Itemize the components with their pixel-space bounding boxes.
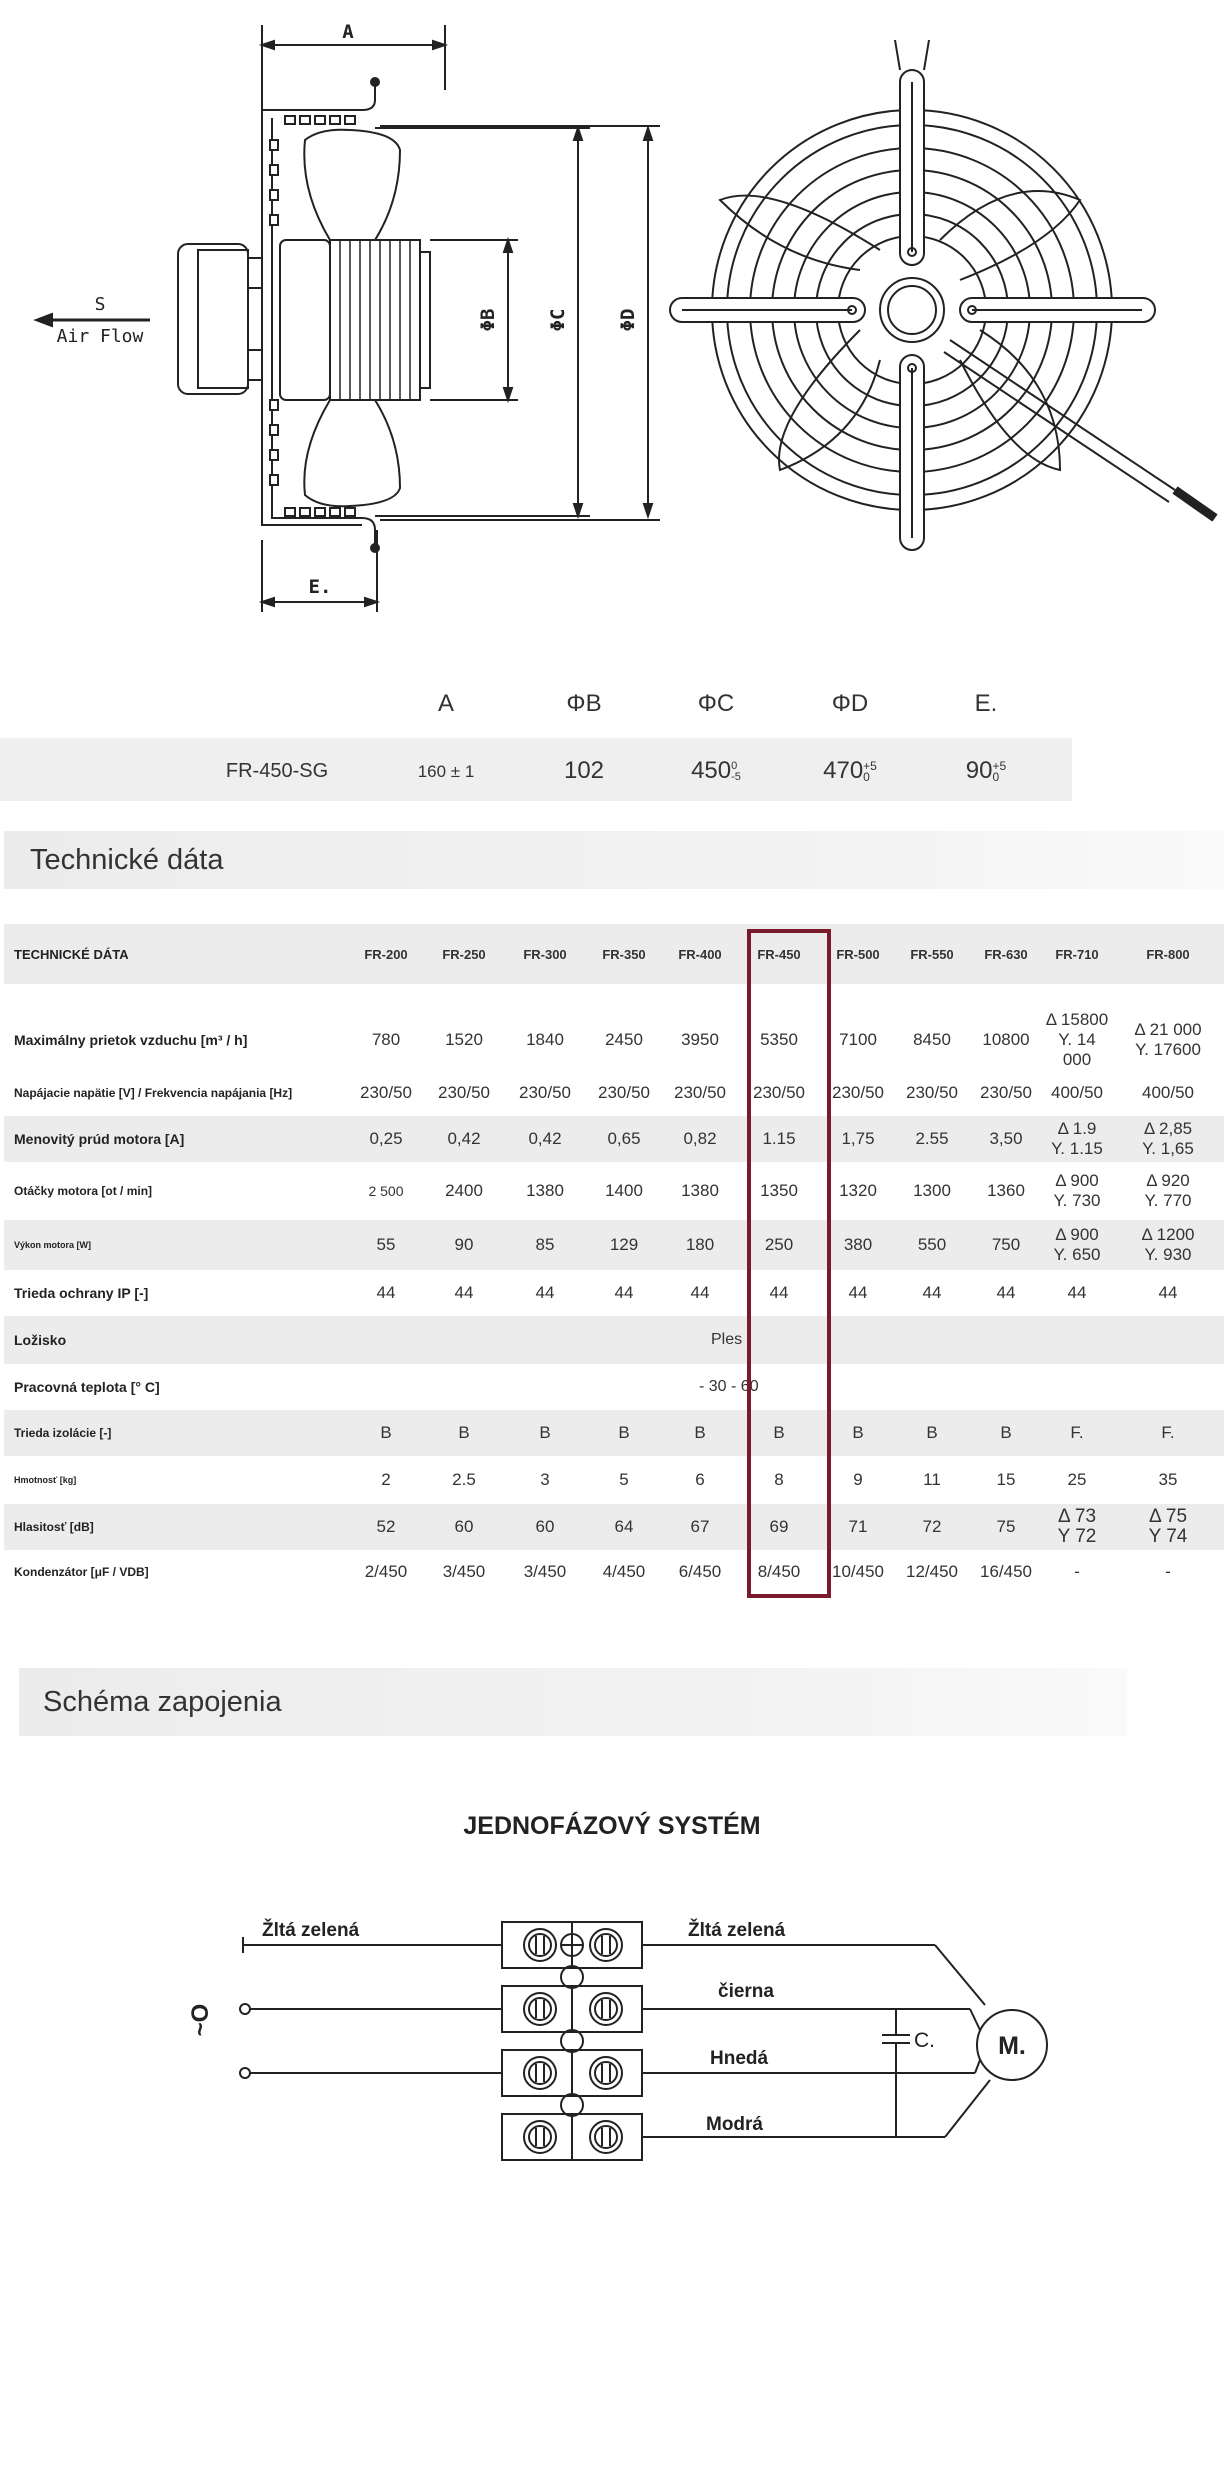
dim-value-e [926, 757, 1046, 785]
cell-fr-450: 1.15 [736, 1116, 822, 1162]
cell-line: Δ 900 [1055, 1225, 1099, 1244]
cell-fr-300: 1380 [526, 1181, 564, 1200]
model-header-fr-350: FR-350 [584, 924, 664, 984]
cell-line: Y. 770 [1144, 1191, 1192, 1210]
cell-fr-250: B [422, 1410, 506, 1456]
table-row [4, 1456, 1224, 1504]
wire-black-label: čierna [718, 1981, 774, 2002]
cell-fr-250: 1520 [445, 1030, 483, 1049]
cell-fr-200: 0,25 [350, 1116, 422, 1162]
cell-fr-550: 230/50 [906, 1083, 958, 1102]
cell-line: Y 72 [1057, 1526, 1097, 1547]
model-header-fr-400: FR-400 [664, 924, 736, 984]
cell-fr-300: 1840 [526, 1030, 564, 1049]
cell-fr-350: 5 [619, 1470, 629, 1489]
cell-fr-630: 75 [970, 1504, 1042, 1550]
cell-line: Y. 1,65 [1142, 1139, 1194, 1158]
cell-line: Δ 900 [1055, 1171, 1099, 1190]
cell-line: Δ 2,85 [1143, 1119, 1193, 1138]
dim-header-d: ΦD [831, 690, 869, 717]
cell-line: Y 74 [1148, 1526, 1188, 1547]
cell-fr-200: 230/50 [360, 1083, 412, 1102]
table-row [4, 1364, 1224, 1410]
airflow-s-label: S [94, 294, 106, 315]
cell-fr-500: 44 [848, 1283, 868, 1302]
dim-d-label: ΦD [617, 308, 639, 332]
dim-c-main: 450 [691, 757, 732, 784]
cell-line: Y. 650 [1053, 1245, 1101, 1264]
cell-fr-500: 7100 [839, 1030, 877, 1049]
cell-fr-250: 2400 [445, 1181, 483, 1200]
cell-fr-800: 44 [1158, 1283, 1178, 1302]
cell-fr-400: 44 [690, 1283, 710, 1302]
cell-fr-710 [1042, 1220, 1112, 1270]
cell-fr-630: 44 [996, 1283, 1016, 1302]
cell-line: Δ 1.9 [1057, 1119, 1097, 1138]
motor-label: M. [998, 2032, 1026, 2060]
cell-line: Y. 930 [1144, 1245, 1192, 1264]
cell-fr-400: 3950 [681, 1030, 719, 1049]
wiring-section-header [19, 1668, 1127, 1736]
cell-fr-550: 11 [923, 1470, 941, 1489]
table-row [4, 1070, 1224, 1116]
cell-fr-800 [1112, 1220, 1224, 1270]
model-header-fr-200: FR-200 [350, 924, 422, 984]
dim-header-e: E. [974, 690, 998, 717]
cell-line: Δ 73 [1057, 1506, 1097, 1527]
dim-value-a: 160 ± 1 [417, 762, 475, 781]
cell-fr-500: B [822, 1410, 894, 1456]
model-header-fr-500: FR-500 [822, 924, 894, 984]
cell-fr-200: 2 500 [368, 1183, 404, 1199]
model-header-fr-550: FR-550 [894, 924, 970, 984]
dim-e-tol-top: +5 [992, 758, 1007, 773]
table-row [4, 1116, 1224, 1162]
row-label: Hlasitosť [dB] [4, 1504, 350, 1550]
dim-e-label: E. [308, 576, 332, 598]
cell-fr-500: 380 [822, 1220, 894, 1270]
cell-fr-450: B [736, 1410, 822, 1456]
cell-fr-630: 16/450 [980, 1562, 1032, 1581]
cell-fr-450: 5350 [760, 1030, 798, 1049]
cell-line: Y. 1.15 [1051, 1139, 1103, 1158]
row-label: Napájacie napätie [V] / Frekvencia napájania [Hz] [14, 1086, 293, 1100]
cell-fr-450: 8 [774, 1470, 784, 1489]
technical-data-table [4, 924, 1224, 1594]
cell-fr-800: 400/50 [1142, 1083, 1194, 1102]
dim-d-tol-top: +5 [863, 758, 877, 773]
cell-fr-800 [1112, 1010, 1224, 1070]
cell-fr-710: F. [1042, 1410, 1112, 1456]
cell-fr-200: 2/450 [364, 1562, 408, 1581]
cell-line: Δ 21 000 [1134, 1020, 1202, 1039]
model-header-fr-250: FR-250 [422, 924, 506, 984]
capacitor-label: C. [914, 2029, 935, 2052]
cell-fr-800 [1112, 1162, 1224, 1220]
merged-cell: - 30 - 60 [699, 1378, 759, 1395]
merged-cell: Ples [350, 1316, 1224, 1364]
cell-fr-450: 44 [769, 1283, 789, 1302]
cell-fr-450: 69 [736, 1504, 822, 1550]
table-row [4, 1504, 1224, 1550]
dim-value-b: 102 [563, 757, 605, 784]
cell-fr-250: 60 [422, 1504, 506, 1550]
cell-fr-630: 15 [996, 1470, 1016, 1489]
dim-e-tol-bottom: 0 [992, 769, 1000, 784]
cell-fr-250: 3/450 [442, 1562, 486, 1581]
model-header-fr-630: FR-630 [970, 924, 1042, 984]
cell-fr-550: 550 [894, 1220, 970, 1270]
cell-fr-800 [1112, 1116, 1224, 1162]
cell-fr-400: 1380 [681, 1181, 719, 1200]
cell-fr-550: 12/450 [906, 1562, 958, 1581]
cell-fr-800: 35 [1158, 1470, 1178, 1489]
cell-line: Δ 75 [1148, 1506, 1188, 1527]
cell-fr-200: B [350, 1410, 422, 1456]
cell-fr-710 [1042, 1116, 1112, 1162]
cell-fr-350: 129 [584, 1220, 664, 1270]
cell-fr-300: 85 [506, 1220, 584, 1270]
cell-fr-710 [1042, 1162, 1112, 1220]
cell-fr-710: - [1074, 1562, 1080, 1581]
wiring-diagram [0, 1880, 1224, 2180]
wire-left-ground-label: Žltá zelená [262, 1920, 360, 1941]
cell-fr-350: B [584, 1410, 664, 1456]
cell-fr-200: 2 [381, 1470, 391, 1489]
wiring-title: JEDNOFÁZOVÝ SYSTÉM [463, 1812, 761, 1840]
table-row [4, 1550, 1224, 1594]
cell-fr-550: 72 [894, 1504, 970, 1550]
cell-fr-500: 1320 [839, 1181, 877, 1200]
cell-fr-450: 250 [736, 1220, 822, 1270]
cell-fr-450: 230/50 [753, 1083, 805, 1102]
cell-fr-400: B [664, 1410, 736, 1456]
table-row [4, 1316, 1224, 1364]
cell-line: Y. 730 [1053, 1191, 1101, 1210]
cell-fr-500: 10/450 [832, 1562, 884, 1581]
cell-fr-710 [1042, 1010, 1112, 1070]
cell-line: Δ 15800 [1045, 1010, 1109, 1029]
cell-fr-250: 44 [454, 1283, 474, 1302]
cell-fr-200: 780 [371, 1030, 401, 1049]
cell-fr-550: B [894, 1410, 970, 1456]
cell-fr-630: 230/50 [980, 1083, 1032, 1102]
cell-fr-350: 0,65 [584, 1116, 664, 1162]
model-header-fr-300: FR-300 [506, 924, 584, 984]
wire-brown-label: Hnedá [710, 2048, 769, 2069]
table-header-label: TECHNICKÉ DÁTA [4, 924, 350, 984]
cell-fr-300: 230/50 [519, 1083, 571, 1102]
cell-fr-300: 60 [506, 1504, 584, 1550]
cell-line: Δ 1200 [1141, 1225, 1195, 1244]
row-label: Maximálny prietok vzduchu [m³ / h] [14, 1032, 248, 1048]
dim-header-c: ΦC [697, 690, 735, 717]
model-header-fr-800: FR-800 [1112, 924, 1224, 984]
dim-value-d [790, 757, 910, 785]
cell-fr-300: 3/450 [523, 1562, 567, 1581]
wiring-section-title: Schéma zapojenia [43, 1686, 282, 1718]
cell-fr-250: 2.5 [452, 1470, 476, 1489]
table-row [4, 1220, 1224, 1270]
cell-fr-550: 44 [922, 1283, 942, 1302]
dim-a-label: A [342, 21, 354, 43]
row-label: Ložisko [4, 1316, 350, 1364]
table-header-row [4, 924, 1224, 984]
row-label: Trieda ochrany IP [-] [14, 1285, 149, 1301]
table-row [4, 1010, 1224, 1070]
cell-fr-630: 10800 [982, 1030, 1030, 1049]
cell-line: Y. 14 000 [1058, 1030, 1096, 1069]
cell-fr-250: 90 [422, 1220, 506, 1270]
table-row [4, 1270, 1224, 1316]
cell-fr-500: 9 [853, 1470, 863, 1489]
cell-fr-710: 400/50 [1051, 1083, 1103, 1102]
cell-line: Y. 17600 [1135, 1040, 1201, 1059]
cell-fr-350: 4/450 [602, 1562, 646, 1581]
row-label: Hmotnosť [kg] [14, 1475, 77, 1485]
dim-model: FR-450-SG [225, 760, 329, 782]
cell-fr-500: 71 [822, 1504, 894, 1550]
dim-c-tol-top: 0 [731, 759, 738, 772]
row-label: Menovitý prúd motora [A] [4, 1116, 350, 1162]
cell-fr-710 [1042, 1504, 1112, 1550]
table-row [4, 1410, 1224, 1456]
model-header-fr-710: FR-710 [1042, 924, 1112, 984]
row-label: Kondenzátor [μF / VDB] [14, 1565, 149, 1579]
row-label: Trieda izolácie [-] [4, 1410, 350, 1456]
cell-fr-250: 0,42 [422, 1116, 506, 1162]
tech-section-title: Technické dáta [30, 844, 224, 876]
fan-technical-drawing [0, 0, 1224, 630]
cell-fr-800: F. [1112, 1410, 1224, 1456]
cell-fr-400: 180 [664, 1220, 736, 1270]
cell-fr-450: 8/450 [757, 1562, 801, 1581]
dim-value-c [656, 757, 776, 785]
model-header-fr-450: FR-450 [736, 924, 822, 984]
row-label: Výkon motora [W] [4, 1220, 350, 1270]
dim-d-tol-bottom: 0 [863, 769, 870, 784]
wire-blue-label: Modrá [706, 2114, 763, 2135]
cell-fr-400: 230/50 [674, 1083, 726, 1102]
cell-fr-630: 1360 [987, 1181, 1025, 1200]
cell-fr-350: 44 [614, 1283, 634, 1302]
cell-fr-400: 6/450 [678, 1562, 722, 1581]
cell-fr-300: 3 [540, 1470, 550, 1489]
cell-fr-400: 0,82 [664, 1116, 736, 1162]
cell-fr-300: B [506, 1410, 584, 1456]
cell-fr-710: 25 [1067, 1470, 1087, 1489]
cell-fr-350: 64 [584, 1504, 664, 1550]
cell-fr-300: 44 [535, 1283, 555, 1302]
cell-fr-350: 1400 [605, 1181, 643, 1200]
cell-fr-350: 2450 [605, 1030, 643, 1049]
cell-fr-500: 1,75 [822, 1116, 894, 1162]
dim-c-tol-bottom: -5 [731, 770, 741, 783]
dim-c-label: ΦC [547, 308, 569, 332]
airflow-label: Air Flow [56, 326, 144, 347]
cell-fr-500: 230/50 [832, 1083, 884, 1102]
table-row [4, 1162, 1224, 1220]
cell-fr-300: 0,42 [506, 1116, 584, 1162]
cell-fr-200: 55 [350, 1220, 422, 1270]
cell-fr-630: 750 [970, 1220, 1042, 1270]
cell-fr-350: 230/50 [598, 1083, 650, 1102]
wire-right-ground-label: Žltá zelená [688, 1920, 786, 1941]
dim-b-label: ΦB [477, 308, 499, 332]
cell-fr-550: 1300 [913, 1181, 951, 1200]
dim-d-main: 470 [823, 757, 864, 784]
tech-section-header [4, 831, 1224, 889]
cell-fr-710: 44 [1067, 1283, 1087, 1302]
supply-symbol: ~O [187, 2003, 214, 2037]
row-label: Pracovná teplota [° C] [14, 1379, 160, 1395]
cell-line: Δ 920 [1146, 1171, 1190, 1190]
cell-fr-200: 44 [376, 1283, 396, 1302]
cell-fr-630: 3,50 [970, 1116, 1042, 1162]
cell-fr-550: 8450 [913, 1030, 951, 1049]
cell-fr-200: 52 [350, 1504, 422, 1550]
cell-fr-550: 2.55 [894, 1116, 970, 1162]
dim-e-main: 90 [965, 757, 993, 784]
cell-fr-400: 6 [695, 1470, 705, 1489]
cell-fr-800 [1112, 1504, 1224, 1550]
cell-fr-250: 230/50 [438, 1083, 490, 1102]
dim-header-a: A [437, 690, 454, 717]
cell-fr-450: 1350 [760, 1181, 798, 1200]
cell-fr-800: - [1165, 1562, 1171, 1581]
cell-fr-400: 67 [664, 1504, 736, 1550]
row-label: Otáčky motora [ot / min] [14, 1184, 153, 1198]
fan-front-view [670, 40, 1215, 550]
cell-fr-630: B [970, 1410, 1042, 1456]
dim-header-b: ΦB [566, 690, 602, 717]
table-spacer-row [4, 984, 1224, 1010]
